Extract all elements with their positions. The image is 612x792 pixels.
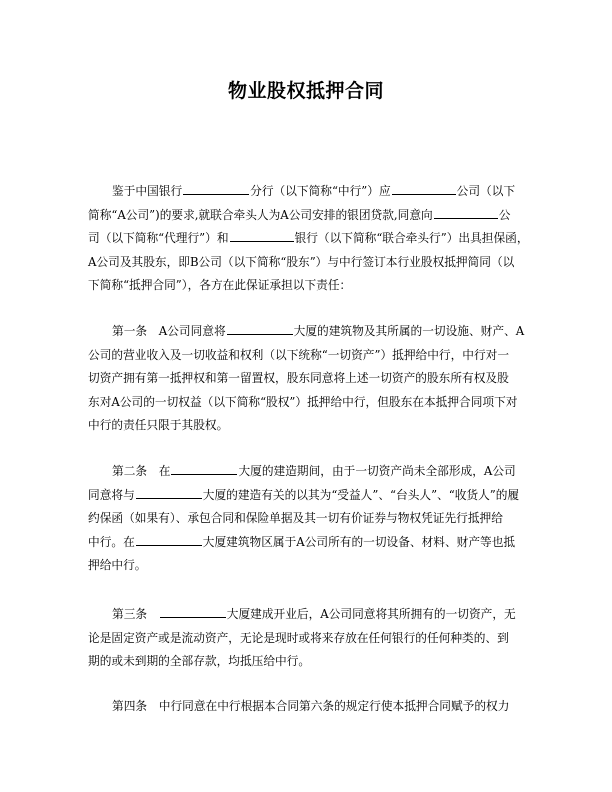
text-segment: 司（以下简称“代理行”）和 [88, 231, 229, 246]
text-line [88, 227, 529, 251]
text-segment: 大厦的建筑物及其所属的一切设施、财产、A [293, 324, 525, 338]
text-line: A公司及其股东，即B公司（以下简称“股东”）与中行签订本行业股权抵押简同（以 [88, 254, 515, 269]
fill-in-blank[interactable] [434, 206, 498, 219]
fill-in-blank[interactable] [183, 182, 249, 195]
article-1 [88, 320, 525, 438]
fill-in-blank[interactable] [136, 486, 202, 499]
text-line [88, 603, 525, 627]
text-line: 切资产拥有第一抵押权和第一留置权，股东同意将上述一切资产的股东所有权及股 [88, 371, 509, 386]
fill-in-blank[interactable] [227, 322, 293, 335]
text-line: 押给中行。 [88, 558, 147, 573]
text-segment: 大厦的建造期间，由于一切资产尚未全部形成，A公司 [238, 464, 516, 478]
fill-in-blank[interactable] [160, 605, 226, 618]
text-segment: 分行（以下简称“中行”）应 [250, 184, 391, 198]
text-line [88, 460, 525, 484]
text-line: 东对A公司的一切权益（以下简称“股权”）抵押给中行，但股东在本抵押合同项下对 [88, 394, 518, 409]
article-4 [88, 695, 525, 719]
text-line: 期的或未到期的全部存款，均抵压给中行。 [88, 654, 311, 669]
text-line: 下简称“抵押合同”），各方在此保证承担以下责任： [88, 278, 352, 293]
fill-in-blank[interactable] [171, 462, 237, 475]
text-line [88, 484, 525, 508]
text-segment: 中行。在 [88, 534, 135, 549]
text-segment: 大厦建筑物区属于A公司所有的一切设备、材料、财产等也抵 [202, 534, 516, 549]
fill-in-blank[interactable] [392, 182, 456, 195]
text-segment: 鉴于中国银行 [112, 184, 183, 198]
preamble-paragraph [88, 180, 529, 298]
text-line [88, 204, 525, 228]
article-3 [88, 603, 525, 674]
article-2 [88, 460, 525, 578]
text-segment: 大厦的建造有关的以其为“受益人”、“台头人”、“收货人”的履 [202, 487, 520, 502]
fill-in-blank[interactable] [230, 229, 294, 242]
text-segment: 公 [498, 207, 511, 222]
text-line: 论是固定资产或是流动资产，无论是现时或将来存放在任何银行的任何种类的、到 [88, 630, 509, 645]
text-line: 约保函（如果有）、承包合同和保险单据及其一切有价证券与物权凭证先行抵押给 [88, 511, 503, 526]
text-segment: 简称“A公司”)的要求,就联合牵头人为A公司安排的银团贷款,同意向 [88, 207, 433, 222]
text-line: 第四条 中行同意在中行根据本合同第六条的规定行使本抵押合同赋予的权力 [112, 699, 510, 713]
fill-in-blank[interactable] [136, 533, 202, 546]
text-segment: 同意将与 [88, 487, 135, 502]
text-segment: 第二条 在 [112, 464, 171, 478]
text-segment: 银行（以下简称“联合牵头行”）出具担保函， [294, 231, 529, 246]
text-line [88, 180, 525, 204]
text-segment: 大厦建成开业后，A公司同意将其所拥有的一切资产，无 [226, 607, 516, 621]
text-line [88, 320, 525, 344]
text-segment: 第三条 [112, 607, 159, 621]
text-line: 中行的责任只限于其股权。 [88, 418, 229, 433]
text-line: 公司的营业收入及一切收益和权利（以下统称“一切资产”）抵押给中行，中行对一 [88, 347, 510, 362]
text-line [88, 531, 525, 555]
text-segment: 公司（以下 [456, 184, 516, 198]
text-segment: 第一条 A公司同意将 [112, 324, 226, 338]
document-title: 物业股权抵押合同 [227, 80, 384, 102]
